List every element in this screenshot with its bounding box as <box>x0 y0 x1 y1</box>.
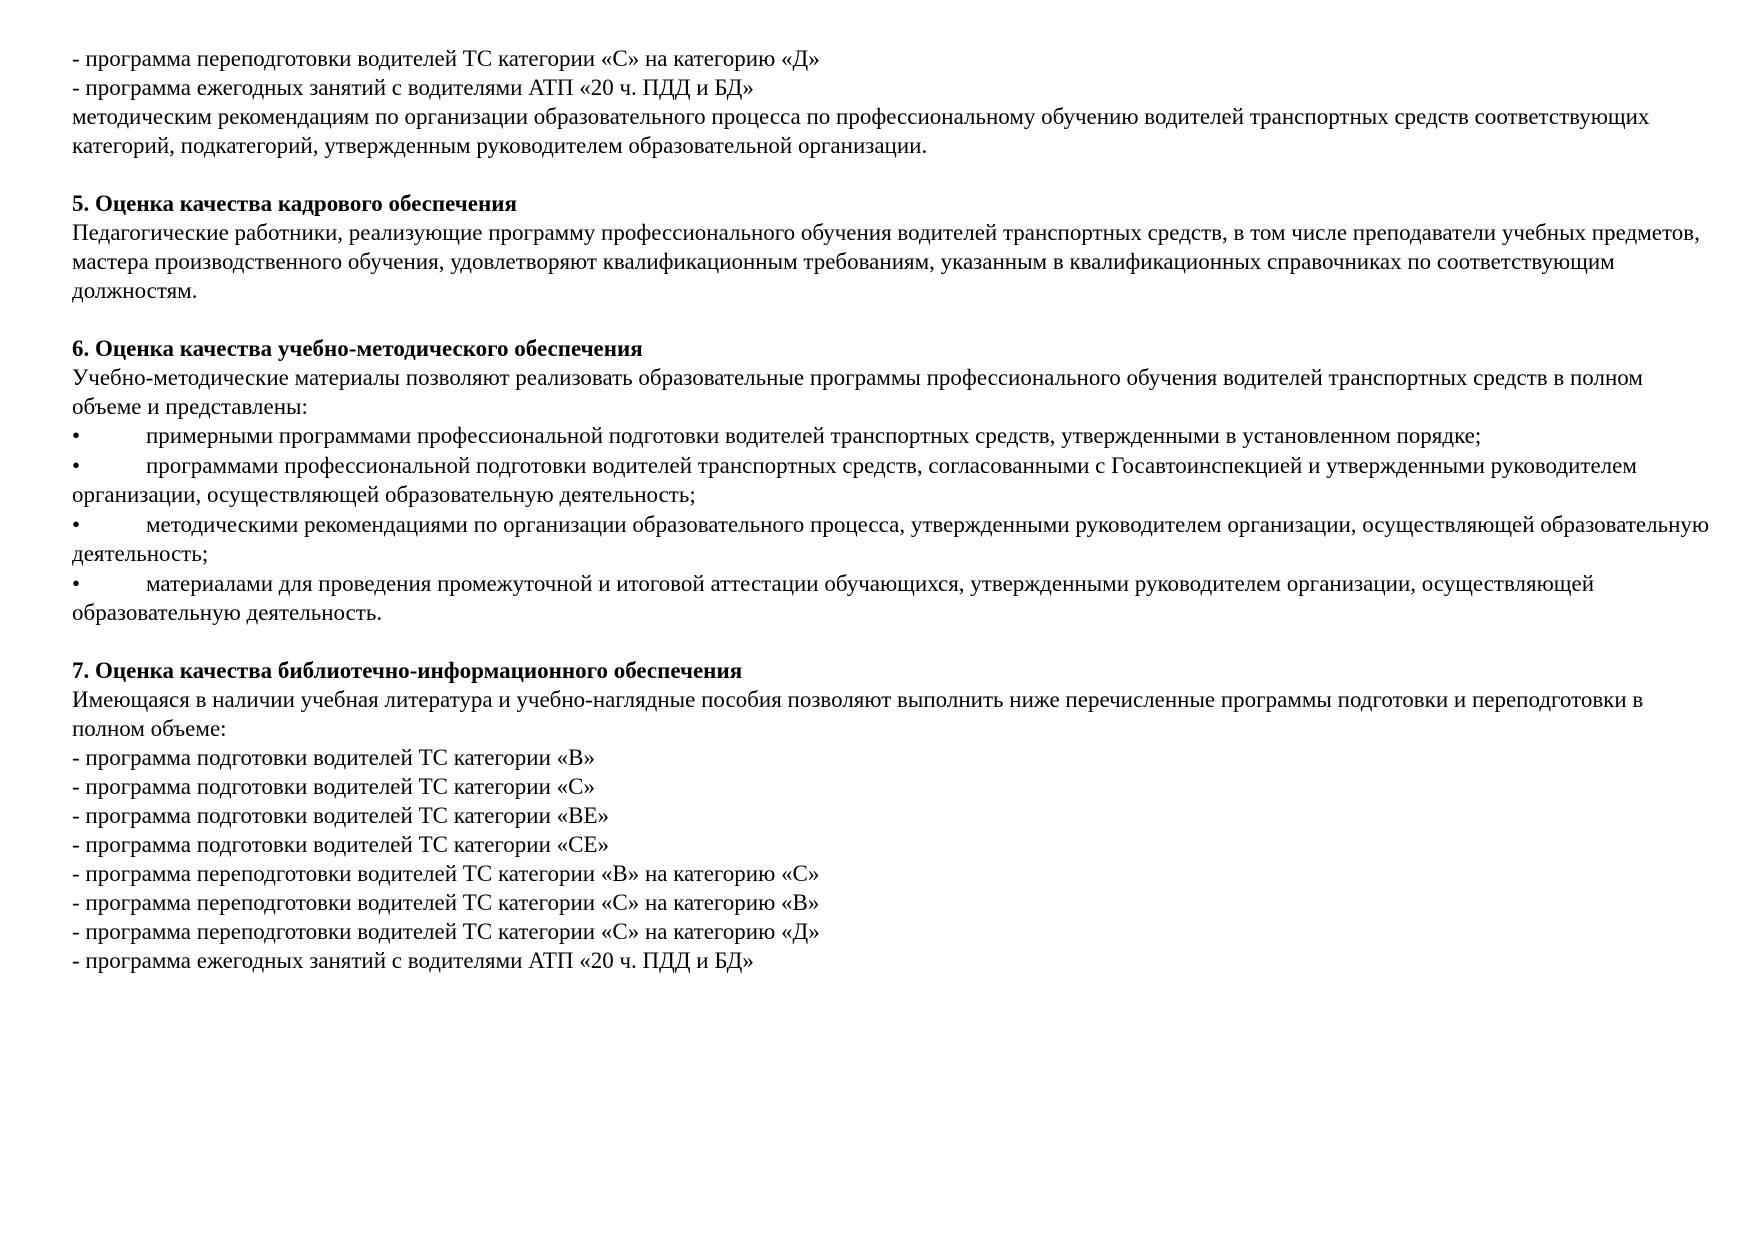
section-heading: 5. Оценка качества кадрового обеспечения <box>72 191 517 216</box>
section-paragraph: Имеющаяся в наличии учебная литература и учебно-наглядные пособия позволяют выполнить ниже перечисленные программы подготовки и переподготовки в полном объеме: <box>72 687 1644 741</box>
program-line: - программа переподготовки водителей ТС категории «С» на категорию «Д» <box>72 919 820 944</box>
bullet-text: примерными программами профессиональной подготовки водителей транспортных средств, утвержденными в установленном порядке; <box>146 423 1482 448</box>
program-line: - программа подготовки водителей ТС категории «С» <box>72 774 595 799</box>
bullet-item <box>72 451 1712 509</box>
program-line: - программа переподготовки водителей ТС категории «В» на категорию «С» <box>72 861 820 886</box>
bullet-mark: • <box>72 571 81 596</box>
bullet-mark: • <box>72 512 81 537</box>
bullet-item <box>72 421 1712 450</box>
bullet-item <box>72 510 1712 568</box>
program-line: - программа ежегодных занятий с водителями АТП «20 ч. ПДД и БД» <box>72 75 754 100</box>
section-staffing <box>72 189 1712 305</box>
section-heading: 7. Оценка качества библиотечно-информационного обеспечения <box>72 658 743 683</box>
bullet-text: методическими рекомендациями по организации образовательного процесса, утвержденными руководителем организации, осуществляющей образовательную деятельность; <box>72 512 1710 566</box>
intro-block <box>72 44 1712 160</box>
bullet-text: материалами для проведения промежуточной и итоговой аттестации обучающихся, утвержденными руководителем организации, осуществляющей образовательную деятельность. <box>72 571 1595 625</box>
program-line: - программа переподготовки водителей ТС категории «С» на категорию «В» <box>72 890 820 915</box>
program-line: - программа переподготовки водителей ТС категории «С» на категорию «Д» <box>72 46 820 71</box>
bullet-item <box>72 569 1712 627</box>
intro-paragraph: методическим рекомендациям по организации образовательного процесса по профессиональному обучению водителей транспортных средств соответствующих категорий, подкатегорий, утвержденным руководителем образовательной организации. <box>72 104 1650 158</box>
program-line: - программа подготовки водителей ТС категории «СЕ» <box>72 832 610 857</box>
program-line: - программа ежегодных занятий с водителями АТП «20 ч. ПДД и БД» <box>72 948 754 973</box>
section-paragraph: Педагогические работники, реализующие программу профессионального обучения водителей транспортных средств, в том числе преподаватели учебных предметов, мастера производственного обучения, удовлетворяют квалификационным требованиям, указанным в квалификационных справочниках по соответствующим должностям. <box>72 220 1700 303</box>
bullet-mark: • <box>72 423 81 448</box>
document-page <box>72 44 1712 975</box>
section-paragraph: Учебно-методические материалы позволяют реализовать образовательные программы профессионального обучения водителей транспортных средств в полном объеме и представлены: <box>72 365 1643 419</box>
section-library <box>72 656 1712 975</box>
program-line: - программа подготовки водителей ТС категории «ВЕ» <box>72 803 610 828</box>
bullet-mark: • <box>72 453 81 478</box>
section-heading: 6. Оценка качества учебно-методического обеспечения <box>72 336 643 361</box>
bullet-text: программами профессиональной подготовки водителей транспортных средств, согласованными с Госавтоинспекцией и утвержденными руководителем организации, осуществляющей образовательную деятельность; <box>72 453 1637 507</box>
section-methodology <box>72 334 1712 627</box>
program-line: - программа подготовки водителей ТС категории «В» <box>72 745 595 770</box>
